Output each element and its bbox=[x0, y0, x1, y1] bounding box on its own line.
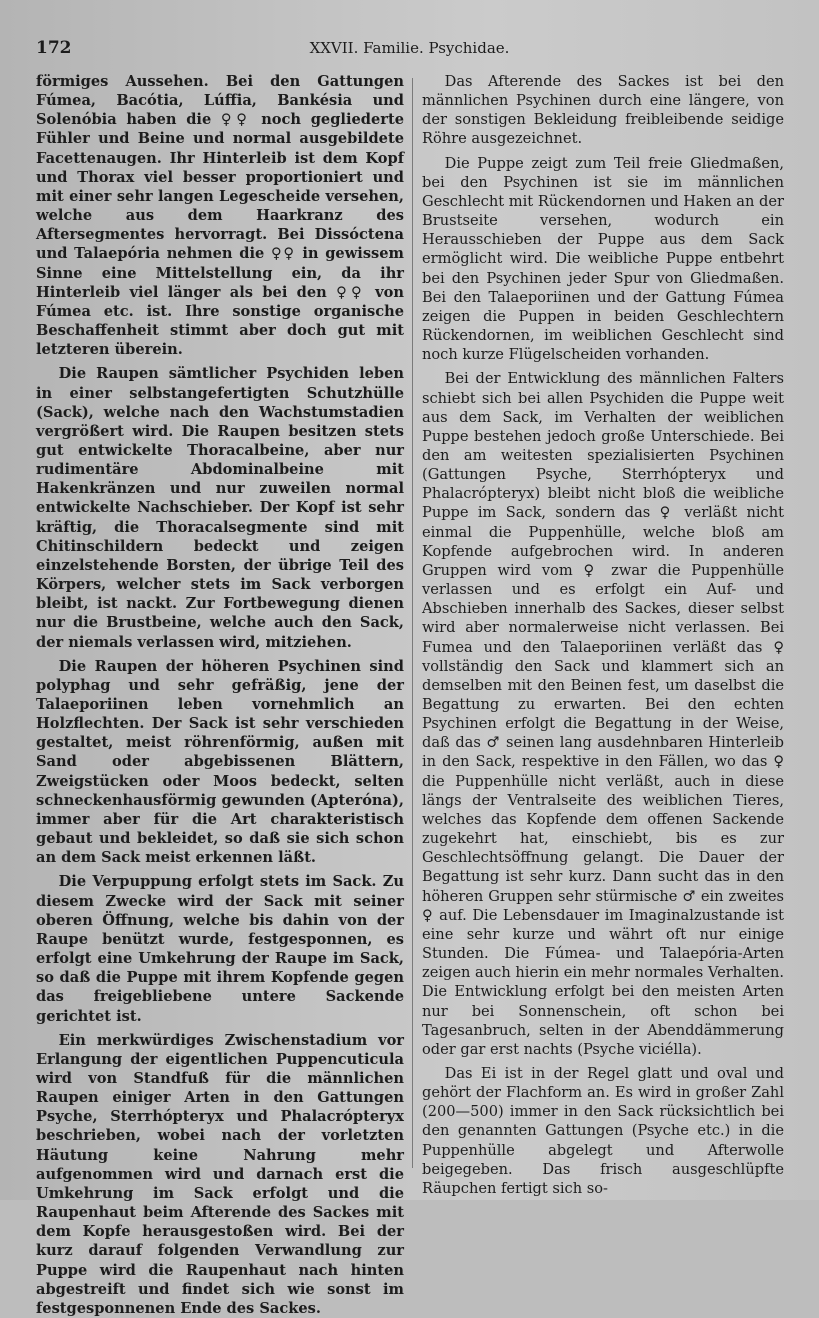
paragraph: förmiges Aussehen. Bei den Gattungen Fúmea, Bacótia, Lúffia, Bankésia und Solenóbia haben die ♀♀ noch gegliederte Fühler und Beine und normal ausgebildete Facettenaugen. Ihr Hinterleib ist dem Kopf und Thorax viel besser proportioniert und mit einer sehr langen Legescheide versehen, welche aus dem Haarkranz des Aftersegmentes hervorragt. Bei Dissóctena und Talaepória nehmen die ♀♀ in gewissem Sinne eine Mittelstellung ein, da ihr Hinterleib viel länger als bei den ♀♀ von Fúmea etc. ist. Ihre sonstige organische Beschaffenheit stimmt aber doch gut mit letzteren überein. bbox=[36, 73, 404, 359]
page-header bbox=[0, 38, 819, 64]
paragraph: Die Raupen der höheren Psychinen sind polyphag und sehr gefräßig, jene der Talaeporiinen leben vornehmlich an Holzflechten. Der Sack ist sehr verschieden gestaltet, meist röhrenförmig, außen mit Sand oder abgebissenen Blättern, Zweigstücken oder Moos bedeckt, selten schneckenhausförmig gewunden (Apteróna), immer aber für die Art charakteristisch gebaut und bekleidet, so daß sie sich schon an dem Sack meist erkennen läßt. bbox=[36, 657, 404, 867]
right-column bbox=[422, 72, 784, 1198]
page-number: 172 bbox=[36, 38, 72, 58]
left-column bbox=[36, 72, 404, 1318]
paragraph: Das Afterende des Sackes ist bei den männlichen Psychinen durch eine längere, von der sonstigen Bekleidung freibleibende seidige Röhre ausgezeichnet. bbox=[422, 73, 784, 148]
paragraph: Ein merkwürdiges Zwischenstadium vor Erlangung der eigentlichen Puppencuticula wird von Standfuß für die männlichen Raupen einiger Arten in den Gattungen Psyche, Sterrhópteryx und Phalacrópteryx beschrieben, wobei nach der vorletzten Häutung keine Nahrung mehr aufgenommen wird und darnach erst die Umkehrung im Sack erfolgt und die Raupenhaut beim Afterende des Sackes mit dem Kopfe herausgestoßen wird. Bei der kurz darauf folgenden Verwandlung zur Puppe wird die Raupenhaut nach hinten abgestreift und findet sich wie sonst im festgesponnenen Ende des Sackes. bbox=[36, 1031, 404, 1317]
paragraph: Bei der Entwicklung des männlichen Falters schiebt sich bei allen Psychiden die Puppe weit aus dem Sack, im Verhalten der weiblichen Puppe bestehen jedoch große Unterschiede. Bei den am weitesten spezialisierten Psychinen (Gattungen Psyche, Sterrhópteryx und Phalacrópteryx) bleibt nicht bloß die weibliche Puppe im Sack, sondern das ♀ verläßt nicht einmal die Puppenhülle, welche bloß am Kopfende aufgebrochen wird. In anderen Gruppen wird vom ♀ zwar die Puppenhülle verlassen und es erfolgt ein Auf- und Abschieben innerhalb des Sackes, dieser selbst wird aber normalerweise nicht verlassen. Bei Fumea und den Talaeporiinen verläßt das ♀ vollständig den Sack und klammert sich an demselben mit den Beinen fest, um daselbst die Begattung zu erwarten. Bei den echten Psychinen erfolgt die Begattung in der Weise, daß das ♂ seinen lang ausdehnbaren Hinterleib in den Sack, respektive in den Fällen, wo das ♀ die Puppenhülle nicht verläßt, auch in diese längs der Ventralseite des weiblichen Tieres, welches das Kopfende dem offenen Sackende zugekehrt hat, einschiebt, bis es zur Geschlechtsöffnung gelangt. Die Dauer der Begattung ist sehr kurz. Dann sucht das in den höheren Gruppen sehr stürmische ♂ ein zweites ♀ auf. Die Lebensdauer im Imaginalzustande ist eine sehr kurze und währt oft nur einige Stunden. Die Fúmea- und Talaepória-Arten zeigen auch hierin ein mehr normales Verhalten. Die Entwicklung erfolgt bei den meisten Arten nur bei Sonnenschein, oft schon bei Tagesanbruch, selten in der Abenddämmerung oder gar erst nachts (Psyche viciélla). bbox=[422, 370, 784, 1058]
paragraph: Die Verpuppung erfolgt stets im Sack. Zu diesem Zwecke wird der Sack mit seiner oberen Öffnung, welche bis dahin von der Raupe benützt wurde, festgesponnen, es erfolgt eine Umkehrung der Raupe im Sack, so daß die Puppe mit ihrem Kopfende gegen das freigebliebene untere Sackende gerichtet ist. bbox=[36, 873, 404, 1025]
paragraph: Die Raupen sämtlicher Psychiden leben in einer selbstangefertigten Schutzhülle (Sack), welche nach den Wachstumstadien vergrößert wird. Die Raupen besitzen stets gut entwickelte Thoracalbeine, aber nur rudimentäre Abdominalbeine mit Hakenkränzen und nur zuweilen normal entwickelte Nachschieber. Der Kopf ist sehr kräftig, die Thoracalsegmente sind mit Chitinschildern bedeckt und zeigen einzelstehende Borsten, der übrige Teil des Körpers, welcher stets im Sack verborgen bleibt, ist nackt. Zur Fortbewegung dienen nur die Brustbeine, welche auch den Sack, der niemals verlassen wird, mitziehen. bbox=[36, 365, 404, 651]
paragraph: Das Ei ist in der Regel glatt und oval und gehört der Flachform an. Es wird in großer Zahl (200—500) immer in den Sack rücksichtlich bei den genannten Gattungen (Psyche etc.) in die Puppenhülle abgelegt und Afterwolle beigegeben. Das frisch ausgeschlüpfte Räupchen fertigt sich so- bbox=[422, 1064, 784, 1197]
running-title: XXVII. Familie. Psychidae. bbox=[309, 39, 510, 57]
paragraph: Die Puppe zeigt zum Teil freie Gliedmaßen, bei den Psychinen ist sie im männlichen Geschlecht mit Rückendornen und Haken an der Brustseite versehen, wodurch ein Herausschieben der Puppe aus dem Sack ermöglicht wird. Die weibliche Puppe entbehrt bei den Psychinen jeder Spur von Gliedmaßen. Bei den Talaeporiinen und der Gattung Fúmea zeigen die Puppen in beiden Geschlechtern Rückendornen, im weiblichen Geschlecht sind noch kurze Flügelscheiden vorhanden. bbox=[422, 154, 784, 364]
column-divider bbox=[412, 78, 413, 1168]
